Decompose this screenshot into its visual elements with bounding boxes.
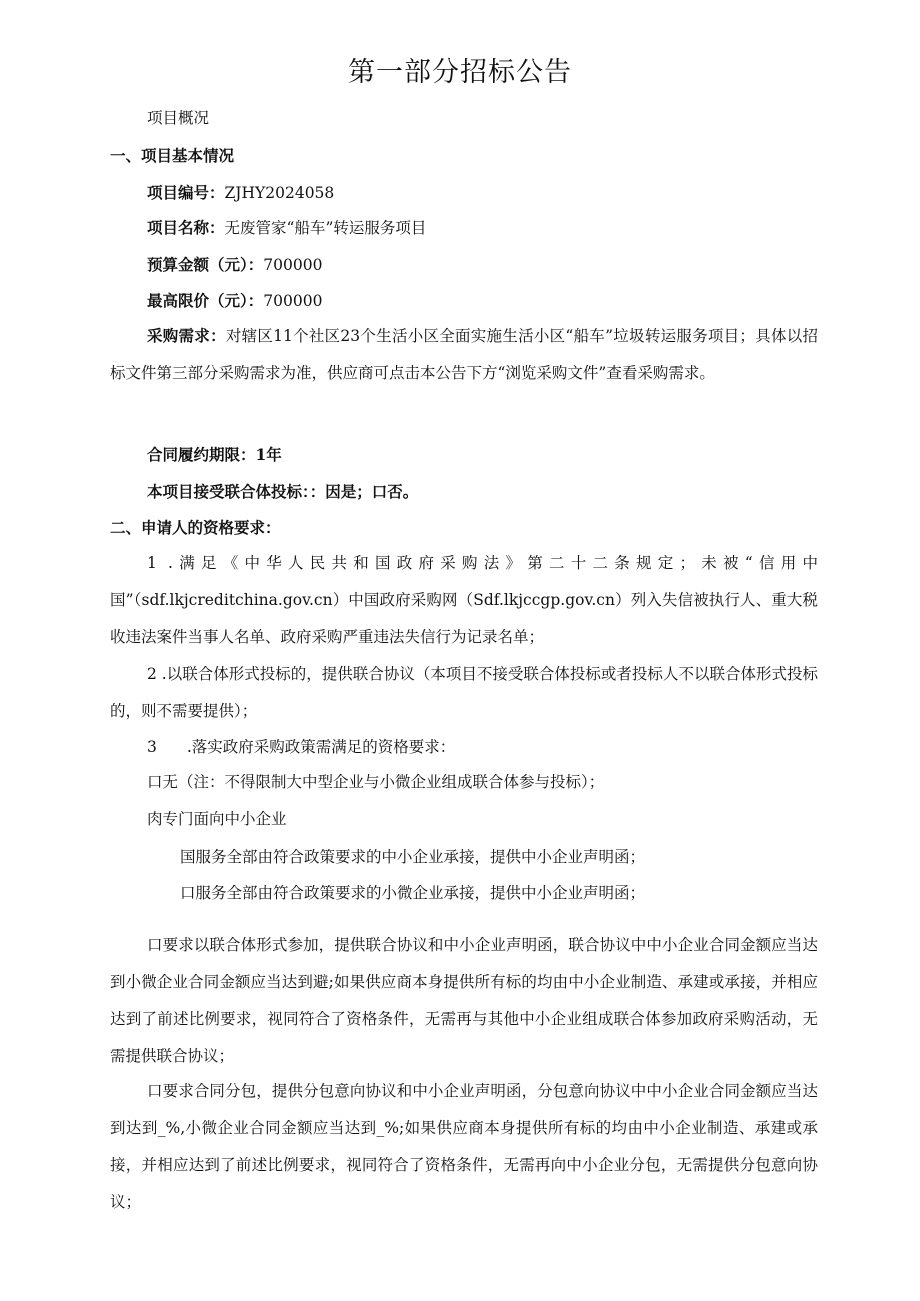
max-price-value: 700000 bbox=[263, 292, 323, 310]
max-price-row bbox=[147, 291, 825, 311]
procurement-demand-text: 对辖区11个社区23个生活小区全面实施生活小区“船车”垃圾转运服务项目；具体以招标文件第三部分采购需求为准，供应商可点击本公告下方“浏览采购文件”查看采购需求。 bbox=[110, 327, 818, 382]
contract-term-row bbox=[147, 445, 825, 465]
requirement-3-row bbox=[147, 738, 825, 757]
option-sme-all-services: 国服务全部由符合政策要求的中小企业承接，提供中小企业声明函； bbox=[180, 848, 646, 866]
project-name-label: 项目名称： bbox=[147, 218, 225, 237]
section-1-heading: 一、项目基本情况 bbox=[110, 146, 235, 165]
requirement-3-text: .落实政府采购政策需满足的资格要求： bbox=[186, 738, 456, 756]
requirement-3-number: 3 bbox=[147, 738, 157, 756]
consortium-value: ：因是；口否。 bbox=[309, 482, 419, 501]
requirement-2-paragraph: 2 .以联合体形式投标的，提供联合协议（本项目不接受联合体投标或者投标人不以联合体形式投标的，则不需要提供）； bbox=[110, 665, 819, 720]
contract-term-label: 合同履约期限： bbox=[147, 445, 256, 464]
project-number-value: ZJHY2024058 bbox=[224, 184, 335, 202]
option-micro-all-services: 口服务全部由符合政策要求的小微企业承接，提供中小企业声明函； bbox=[180, 884, 646, 902]
option-subcontract-paragraph: 口要求合同分包，提供分包意向协议和中小企业声明函，分包意向协议中中小企业合同金额应当达到达到_%,小微企业合同金额应当达到_%;如果供应商本身提供所有标的均由中小企业制造、承建或承接，并相应达到了前述比例要求，视同符合了资格条件，无需再向中小企业分包，无需提供分包意向协议； bbox=[110, 1082, 818, 1211]
option-none: 口无（注：不得限制大中型企业与小微企业组成联合体参与投标）； bbox=[147, 773, 605, 791]
consortium-label: 本项目接受联合体投标： bbox=[147, 482, 310, 501]
project-name-row bbox=[147, 218, 825, 238]
requirement-1-paragraph: 1 .满足《中华人民共和国政府采购法》第二十二条规定；未被“信用中国”（sdf.lkjcreditchina.gov.cn）中国政府采购网（Sdf.lkjccgp.gov.cn）列入失信被执行人、重大税收违法案件当事人名单、政府采购严重违法失信行为记录名单； bbox=[110, 554, 818, 646]
max-price-label: 最高限价（元）： bbox=[147, 291, 264, 310]
procurement-demand-paragraph bbox=[110, 317, 818, 392]
page-title: 第一部分招标公告 bbox=[348, 57, 572, 88]
project-number-label: 项目编号： bbox=[147, 183, 225, 202]
consortium-row bbox=[147, 482, 825, 502]
option-consortium-paragraph: 口要求以联合体形式参加，提供联合协议和中小企业声明函，联合协议中中小企业合同金额应当达到小微企业合同金额应当达到避;如果供应商本身提供所有标的均由中小企业制造、承建或承接，并相应达到了前述比例要求，视同符合了资格条件，无需再与其他中小企业组成联合体参加政府采购活动，无需提供联合协议； bbox=[110, 936, 818, 1065]
overview-label: 项目概况 bbox=[147, 109, 210, 127]
project-number-row bbox=[147, 183, 825, 203]
contract-term-value: 1年 bbox=[255, 445, 282, 464]
section-2-heading: 二、申请人的资格要求： bbox=[110, 518, 281, 537]
option-sme-only: 肉专门面向中小企业 bbox=[147, 810, 287, 828]
budget-value: 700000 bbox=[263, 256, 323, 274]
project-name-value: 无废管家“船车”转运服务项目 bbox=[224, 219, 427, 237]
budget-label: 预算金额（元）： bbox=[147, 255, 264, 274]
procurement-demand-label: 采购需求： bbox=[147, 326, 226, 345]
budget-row bbox=[147, 255, 825, 275]
